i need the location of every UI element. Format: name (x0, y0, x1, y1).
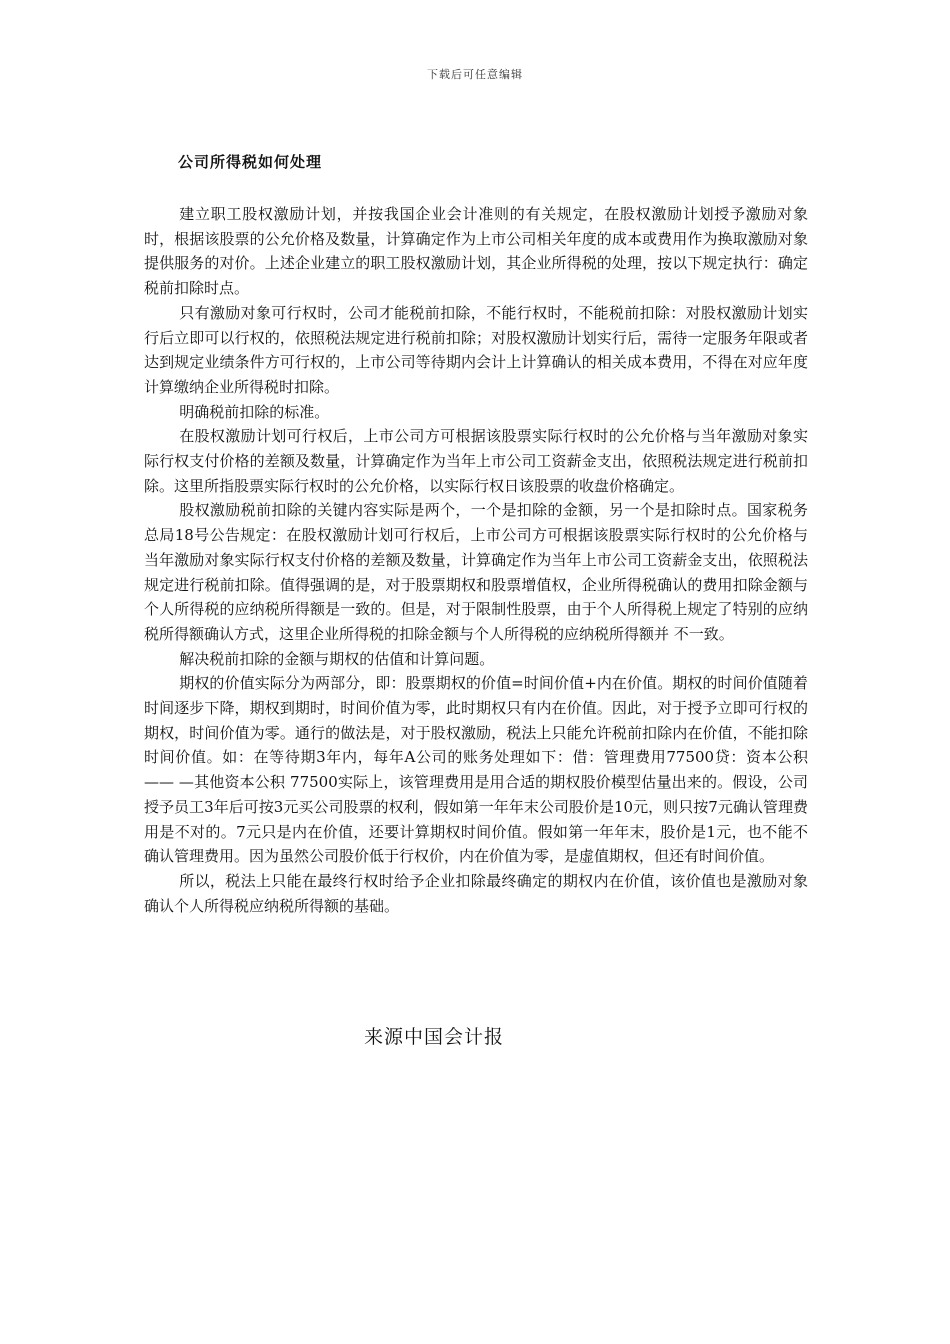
paragraph: 期权的价值实际分为两部分，即：股票期权的价值=时间价值+内在价值。期权的时间价值随着时间逐步下降，期权到期时，时间价值为零，此时期权只有内在价值。因此，对于授予立即可行权的期权，时间价值为零。通行的做法是，对于股权激励，税法上只能允许税前扣除内在价值，不能扣除时间价值。如：在等待期3年内，每年A公司的账务处理如下：借：管理费用77500贷：资本公积—— —其他资本公积 77500实际上，该管理费用是用合适的期权股价模型估量出来的。假设，公司授予员工3年后可按3元买公司股票的权利，假如第一年年末公司股价是10元，则只按7元确认管理费用是不对的。7元只是内在价值，还要计算期权时间价值。假如第一年年末，股价是1元，也不能不确认管理费用。因为虽然公司股价低于行权价，内在价值为零，是虚值期权，但还有时间价值。 (144, 674, 808, 866)
paragraph: 明确税前扣除的标准。 (179, 402, 330, 421)
paragraph: 建立职工股权激励计划，并按我国企业会计准则的有关规定，在股权激励计划授予激励对象时，根据该股票的公允价格及数量，计算确定作为上市公司相关年度的成本或费用作为换取激励对象提供服务的对价。上述企业建立的职工股权激励计划，其企业所得税的处理，按以下规定执行：确定税前扣除时点。 (144, 205, 808, 298)
paragraph: 在股权激励计划可行权后，上市公司方可根据该股票实际行权时的公允价格与当年激励对象实际行权支付价格的差额及数量，计算确定作为当年上市公司工资薪金支出，依照税法规定进行税前扣除。这里所指股票实际行权时的公允价格，以实际行权日该股票的收盘价格确定。 (144, 427, 808, 495)
paragraph: 所以，税法上只能在最终行权时给予企业扣除最终确定的期权内在价值，该价值也是激励对象确认个人所得税应纳税所得额的基础。 (144, 871, 808, 915)
paragraph: 只有激励对象可行权时，公司才能税前扣除，不能行权时，不能税前扣除：对股权激励计划实行后立即可以行权的，依照税法规定进行税前扣除；对股权激励计划实行后，需待一定服务年限或者达到规定业绩条件方可行权的，上市公司等待期内会计上计算确认的相关成本费用，不得在对应年度计算缴纳企业所得税时扣除。 (144, 303, 808, 396)
document-title: 公司所得税如何处理 (178, 153, 323, 171)
paragraph: 解决税前扣除的金额与期权的估值和计算问题。 (179, 649, 495, 668)
paragraph: 股权激励税前扣除的关键内容实际是两个，一个是扣除的金额，另一个是扣除时点。国家税务总局18号公告规定：在股权激励计划可行权后，上市公司方可根据该股票实际行权时的公允价格与当年激励对象实际行权支付价格的差额及数量，计算确定作为当年上市公司工资薪金支出，依照税法规定进行税前扣除。值得强调的是，对于股票期权和股票增值权，企业所得税确认的费用扣除金额与个人所得税的应纳税所得额是一致的。但是，对于限制性股票，由于个人所得税上规定了特别的应纳税所得额确认方式，这里企业所得税的扣除金额与个人所得税的应纳税所得额并 不一致。 (144, 501, 808, 643)
page-header-note: 下载后可任意编辑 (427, 68, 523, 81)
document-body (144, 202, 808, 918)
source-attribution: 来源中国会计报 (363, 1026, 504, 1048)
